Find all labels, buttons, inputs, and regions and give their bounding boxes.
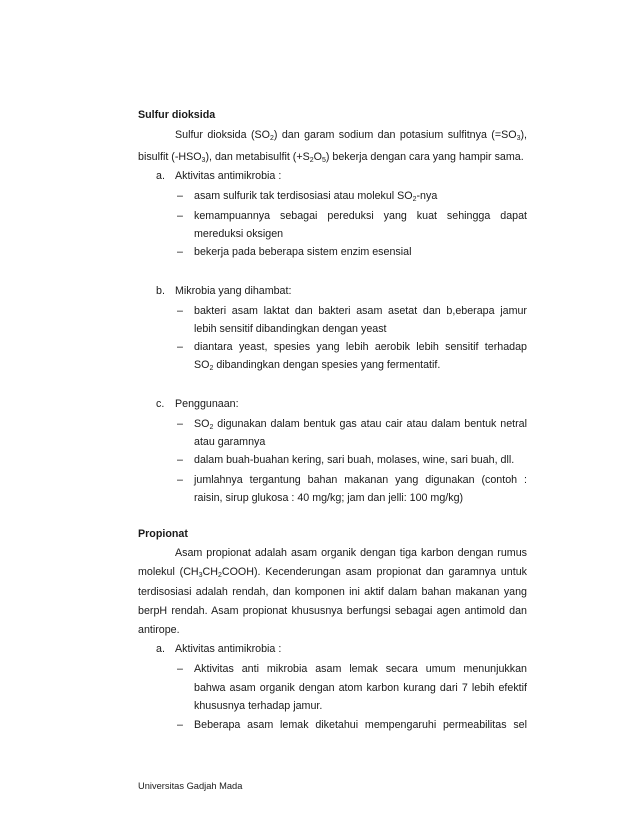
section-heading-sulfur-dioksida: Sulfur dioksida [138,109,216,121]
dash-bullet: – [177,210,183,222]
list-item: jumlahnya tergantung bahan makanan yang digunakan (contoh : [194,474,527,486]
paragraph-line: antirope. [138,624,180,636]
dash-bullet: – [177,418,183,430]
list-title: Aktivitas antimikrobia : [175,643,282,655]
list-label: a. [156,170,165,182]
list-title: Penggunaan: [175,398,239,410]
section-heading-propionat: Propionat [138,528,188,540]
list-item: bakteri asam laktat dan bakteri asam asetat dan b,eberapa jamur [194,305,527,317]
dash-bullet: – [177,246,183,258]
dash-bullet: – [177,474,183,486]
paragraph-line: Asam propionat adalah asam organik dengan tiga karbon dengan rumus [175,547,527,559]
dash-bullet: – [177,719,183,731]
list-item-continuation: lebih sensitif dibandingkan dengan yeast [194,323,387,335]
list-item: kemampuannya sebagai pereduksi yang kuat sehingga dapat [194,210,527,222]
list-item-continuation: atau garamnya [194,436,266,448]
list-item: diantara yeast, spesies yang lebih aerobik lebih sensitif terhadap [194,341,527,353]
list-label: b. [156,285,165,297]
paragraph-line: terdisosiasi adalah rendah, dan komponen ini aktif dalam bahan makanan yang [138,586,527,598]
list-item-continuation: khususnya terhadap jamur. [194,700,323,712]
list-item-continuation: $SO_2$ dibandingkan dengan spesies yang fermentatif. [194,359,441,372]
list-item-continuation: mereduksi oksigen [194,228,284,240]
paragraph-line: bisulfit $(-HSO_3)$, dan metabisulfit $(+S_2O_5)$ bekerja dengan cara yang hampir sama. [138,151,524,164]
list-item: Aktivitas anti mikrobia asam lemak secara umum menunjukkan [194,663,527,675]
paragraph-line: Sulfur dioksida $(SO_2)$ dan garam sodium dan potasium sulfitnya $(=SO_3)$, [175,129,527,142]
list-item: dalam buah-buahan kering, sari buah, molases, wine, sari buah, dll. [194,454,515,466]
list-label: c. [156,398,165,410]
dash-bullet: – [177,305,183,317]
list-item: $SO_2$ digunakan dalam bentuk gas atau cair atau dalam bentuk netral [194,418,527,431]
paragraph-line: berpH rendah. Asam propionat khususnya berfungsi sebagai agen antimold dan [138,605,527,617]
list-item: Beberapa asam lemak diketahui mempengaruhi permeabilitas sel [194,719,527,731]
paragraph-line: molekul $(CH_3CH_2COOH)$. Kecenderungan asam propionat dan garamnya untuk [138,566,527,579]
list-item-continuation: raisin, sirup glukosa : 40 mg/kg; jam dan jelli: 100 mg/kg) [194,492,464,504]
page-footer: Universitas Gadjah Mada [138,781,243,791]
dash-bullet: – [177,190,183,202]
list-item: bekerja pada beberapa sistem enzim esensial [194,246,412,258]
list-label: a. [156,643,165,655]
list-item-continuation: bahwa asam organik dengan atom karbon kurang dari 7 lebih efektif [194,682,527,694]
dash-bullet: – [177,454,183,466]
dash-bullet: – [177,663,183,675]
dash-bullet: – [177,341,183,353]
list-item: asam sulfurik tak terdisosiasi atau molekul $SO_2$-nya [194,190,438,203]
list-title: Aktivitas antimikrobia : [175,170,282,182]
list-title: Mikrobia yang dihambat: [175,285,292,297]
